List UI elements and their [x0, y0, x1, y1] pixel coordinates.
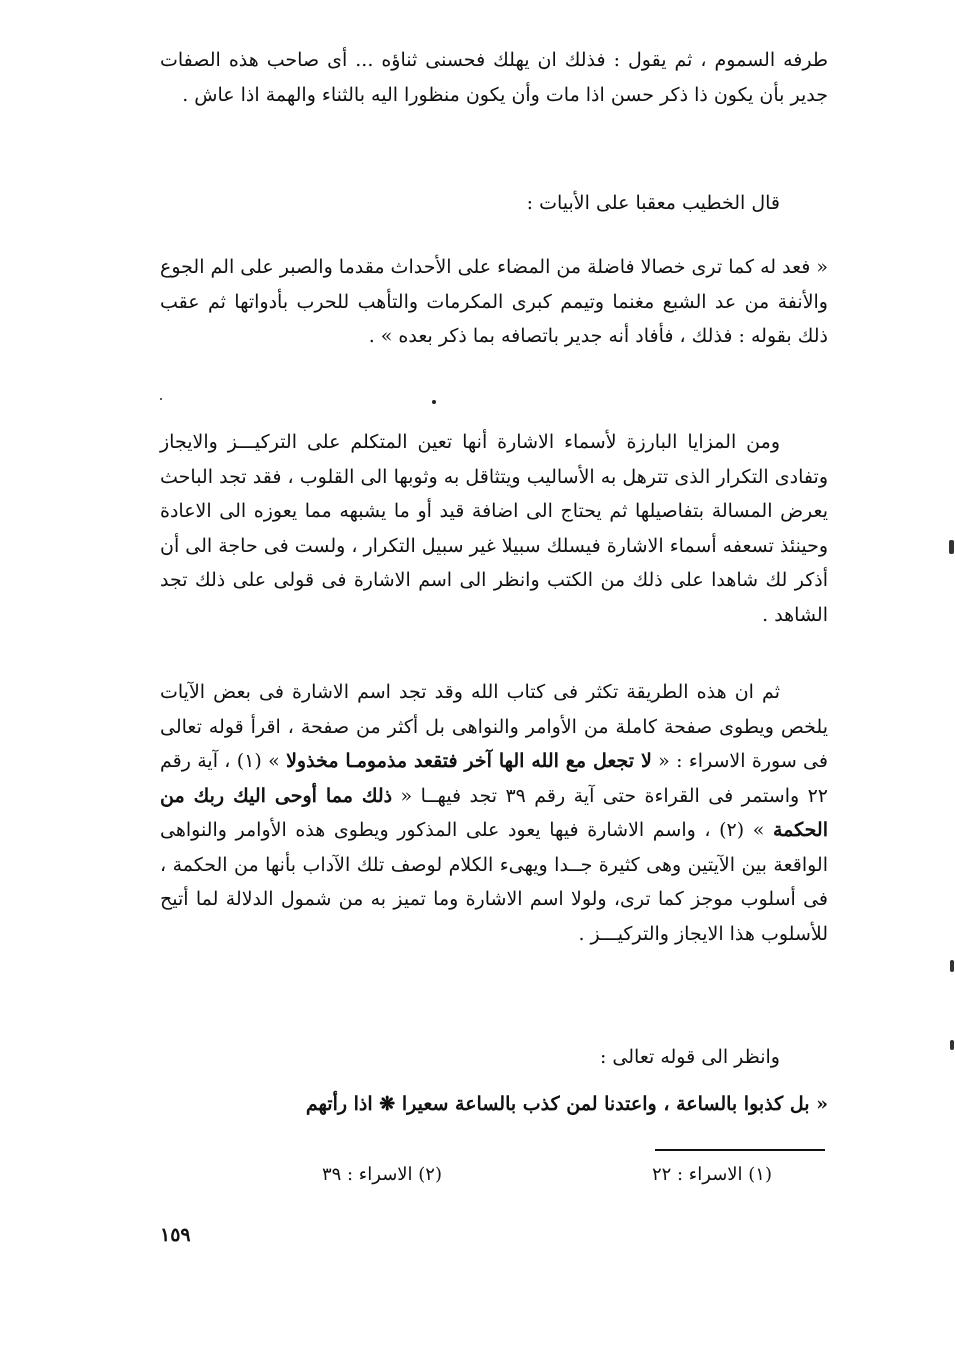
scan-edge-mark	[950, 1040, 954, 1050]
footnote-2: (٢) الاسراء : ٣٩	[321, 1164, 442, 1185]
paragraph-text: » (٢) ، واسم الاشارة فيها يعود على المذكور ويطوى هذه الأوامر والنواهى الواقعة بين الآيتين وهى كثيرة جــدا ويهىء الكلام لوصف تلك الآداب بأنها من الحكمة ، فى أسلوب موجز كما ترى، ولولا اسم الاشارة وما تميز به من شمول الدلالة لما أتيح للأسلوب هذا الايجاز والتركيـــز .	[160, 819, 828, 945]
footnote-divider	[655, 1149, 825, 1151]
verse-quote: لا تجعل مع الله الها آخر فتقعد مذمومـا مخذولا	[286, 750, 652, 772]
paragraph-quran-method	[160, 675, 828, 951]
paragraph-khatib-intro: قال الخطيب معقبا على الأبيات :	[526, 192, 780, 214]
paragraph-khatib-quote: « فعد له كما ترى خصالا فاضلة من المضاء على الأحداث مقدما والصبر على الم الجوع والأنفة من عد الشبع مغنما وتيمم كبرى المكرمات والتأهب للحرب بأدواتها ثم عقب ذلك بقوله : فذلك ، فأفاد أنه جدير باتصافه بما ذكر بعده » .	[160, 256, 828, 347]
scan-edge-mark	[950, 960, 954, 972]
verse-line: « بل كذبوا بالساعة ، واعتدنا لمن كذب بالساعة سعيرا ❋ اذا رأتهم	[305, 1093, 828, 1115]
scan-speck	[432, 400, 436, 404]
paragraph-demonstratives: ومن المزايا البارزة لأسماء الاشارة أنها تعين المتكلم على التركيـــز والايجاز وتفادى التكرار الذى تترهل به الأساليب ويتثاقل به وثوبها الى القلوب ، فقد تجد الباحث يعرض المسالة بتفاصيلها ثم يحتاج الى اضافة قيد أو ما يشبهه مما يعوزه الى الاعادة وحينئذ تسعفه أسماء الاشارة فيسلك سبيلا غير سبيل التكرار ، ولست فى حاجة الى أن أذكر لك شاهدا على ذلك من الكتب وانظر الى اسم الاشارة فى قولى على ذلك تجد الشاهد .	[160, 431, 828, 626]
page-number: ١٥٩	[160, 1224, 191, 1246]
paragraph-text: » (١) ، آية رقم ٢٢ واستمر فى القراءة حتى آية رقم ٣٩ تجد فيهــا «	[160, 750, 828, 807]
verse-quote: ذلك مما أوحى اليك ربك من الحكمة	[160, 784, 828, 841]
paragraph-text: ثم ان هذه الطريقة تكثر فى كتاب الله وقد تجد اسم الاشارة فى بعض الآيات يلخص ويطوى صفحة كاملة من الأوامر والنواهى بل أكثر من صفحة ، اقرأ قوله تعالى فى سورة الاسراء : «	[160, 681, 828, 772]
scan-speck	[160, 398, 162, 400]
paragraph-continuation: طرفه السموم ، ثم يقول : فذلك ان يهلك فحسنى ثناؤه ... أى صاحب هذه الصفات جدير بأن يكون ذا ذكر حسن اذا مات وأن يكون منظورا اليه بالثناء والهمة اذا عاش .	[160, 49, 828, 106]
footnote-1: (١) الاسراء : ٢٢	[651, 1164, 772, 1185]
scan-edge-mark	[949, 540, 954, 554]
paragraph-look-at: وانظر الى قوله تعالى :	[599, 1046, 780, 1068]
